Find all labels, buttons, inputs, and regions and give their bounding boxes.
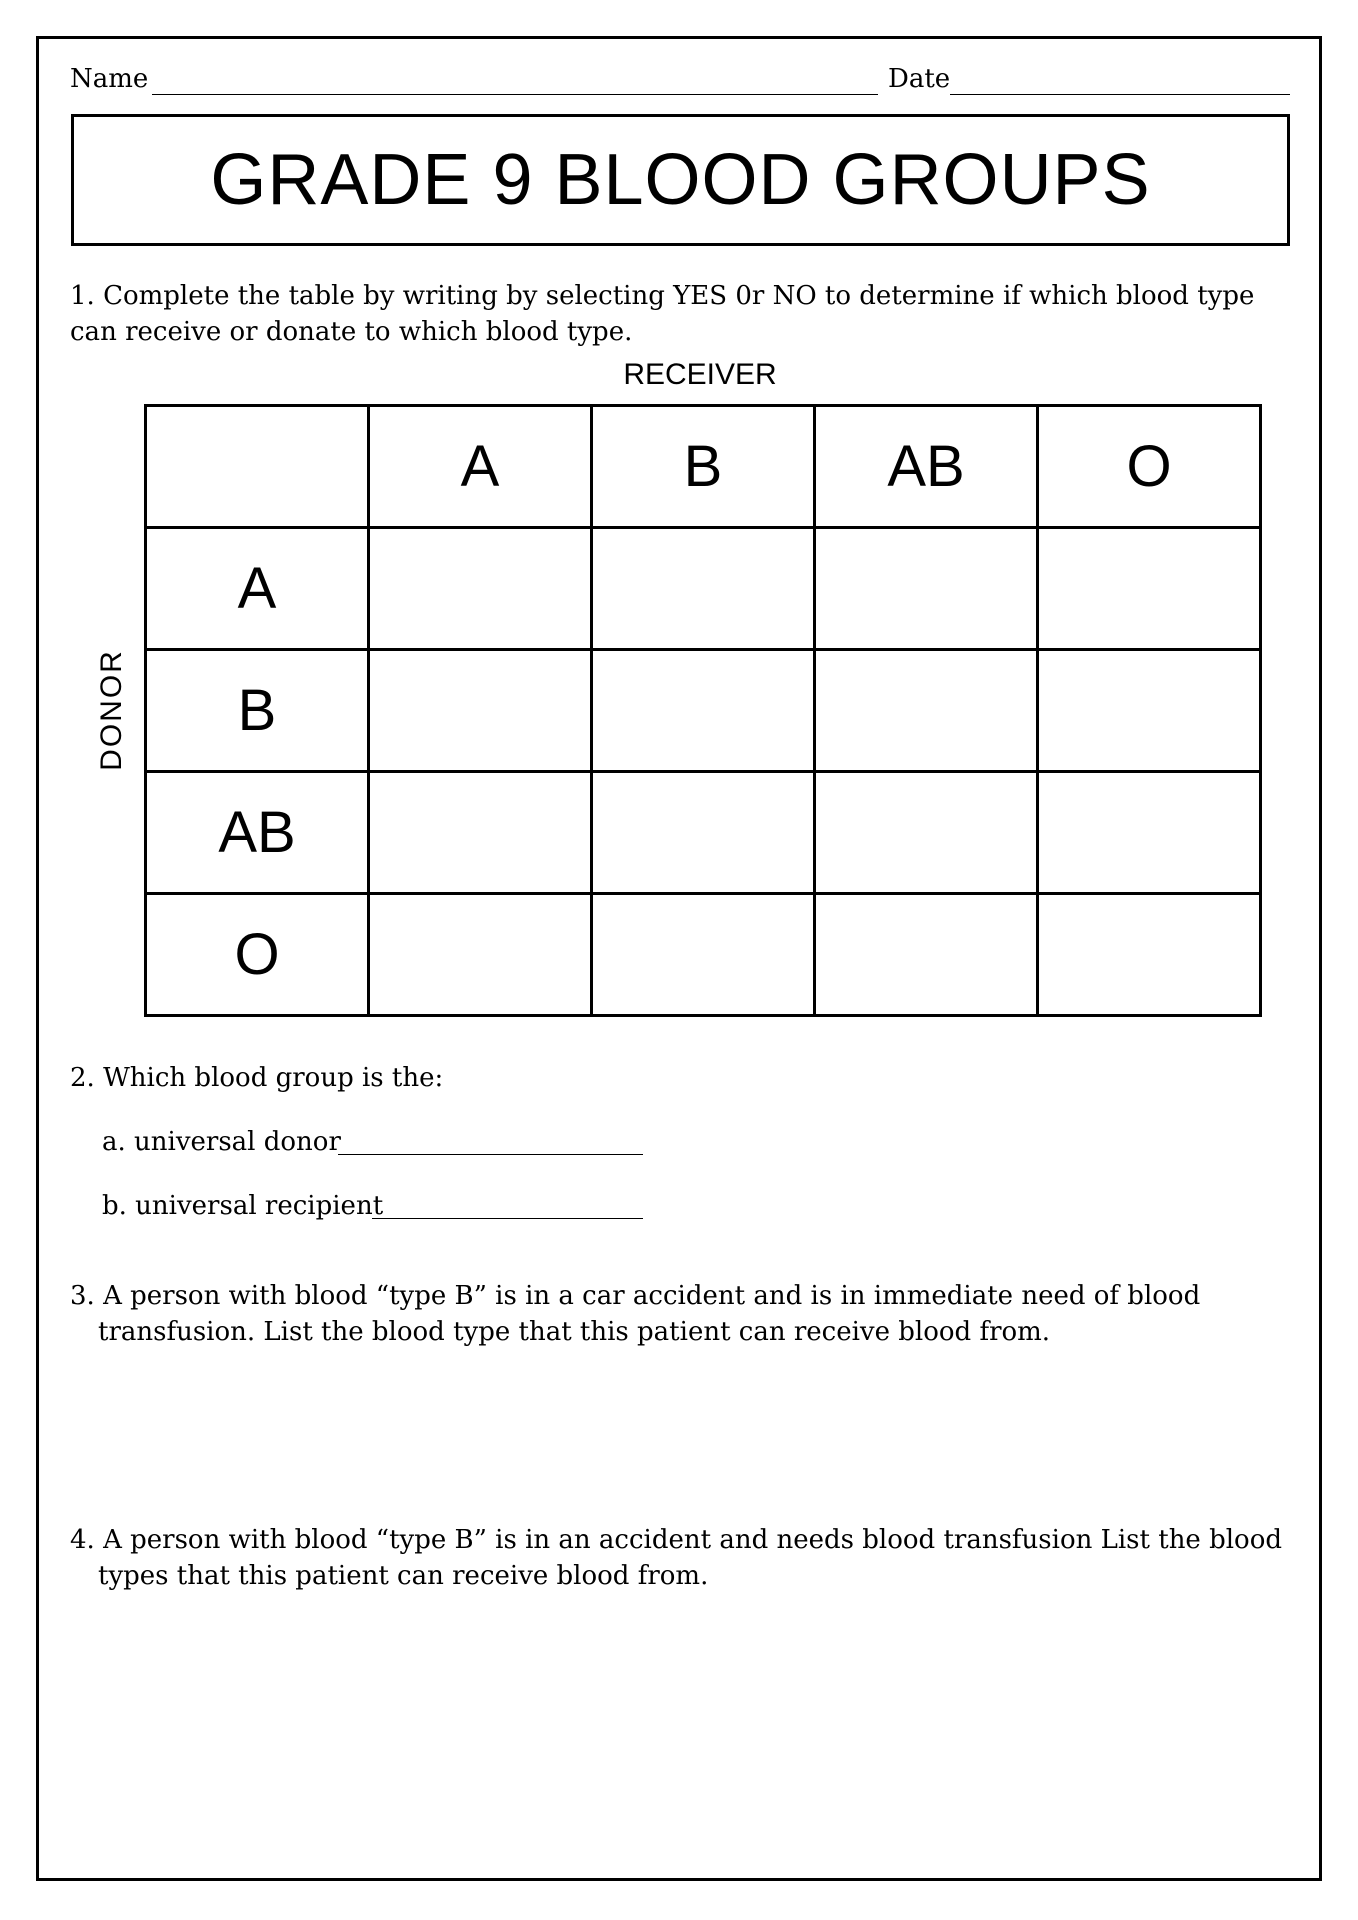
- question-4: 4. A person with blood “type B” is in an accident and needs blood transfusion List the blood types that this patient can receive blood from.: [70, 1525, 1282, 1591]
- answer-cell[interactable]: [369, 894, 592, 1016]
- answer-cell[interactable]: [815, 528, 1038, 650]
- table-row: [146, 894, 1261, 1016]
- answer-cell[interactable]: [369, 650, 592, 772]
- table-row: [146, 772, 1261, 894]
- question-2b: b. universal recipient: [102, 1191, 384, 1221]
- answer-cell[interactable]: [592, 772, 815, 894]
- answer-cell[interactable]: [592, 894, 815, 1016]
- answer-cell[interactable]: [592, 528, 815, 650]
- answer-cell[interactable]: [369, 528, 592, 650]
- question-2a: a. universal donor: [102, 1127, 341, 1157]
- answer-cell[interactable]: [1038, 650, 1261, 772]
- row-header: A: [146, 528, 369, 650]
- name-date-row: [70, 64, 1290, 104]
- question-2: 2. Which blood group is the:: [70, 1063, 444, 1093]
- name-label: Name: [70, 64, 149, 94]
- column-header: O: [1038, 406, 1261, 528]
- row-header: O: [146, 894, 369, 1016]
- row-header: B: [146, 650, 369, 772]
- donor-label: DONOR: [95, 649, 128, 771]
- date-label: Date: [888, 64, 951, 94]
- column-header: AB: [815, 406, 1038, 528]
- name-field[interactable]: [152, 94, 878, 95]
- date-field[interactable]: [950, 94, 1290, 95]
- question-3: 3. A person with blood “type B” is in a car accident and is in immediate need of blood transfusion. List the blood type that this patient can receive blood from.: [70, 1281, 1201, 1347]
- answer-cell[interactable]: [815, 772, 1038, 894]
- corner-cell: [146, 406, 369, 528]
- answer-cell[interactable]: [815, 894, 1038, 1016]
- column-header: A: [369, 406, 592, 528]
- page-title: GRADE 9 BLOOD GROUPS: [210, 140, 1151, 220]
- table-header-row: [146, 406, 1261, 528]
- answer-cell[interactable]: [369, 772, 592, 894]
- answer-cell[interactable]: [815, 650, 1038, 772]
- column-header: B: [592, 406, 815, 528]
- answer-cell[interactable]: [1038, 772, 1261, 894]
- table-row: [146, 650, 1261, 772]
- blood-compatibility-table: [144, 404, 1262, 1017]
- row-header: AB: [146, 772, 369, 894]
- receiver-label: RECEIVER: [623, 358, 777, 391]
- answer-cell[interactable]: [592, 650, 815, 772]
- universal-donor-answer-field[interactable]: [338, 1154, 643, 1155]
- answer-cell[interactable]: [1038, 894, 1261, 1016]
- universal-recipient-answer-field[interactable]: [372, 1218, 643, 1219]
- answer-cell[interactable]: [1038, 528, 1261, 650]
- title-box: [71, 114, 1290, 246]
- question-1: 1. Complete the table by writing by selecting YES 0r NO to determine if which blood type can receive or donate to which blood type.: [70, 281, 1255, 347]
- table-row: [146, 528, 1261, 650]
